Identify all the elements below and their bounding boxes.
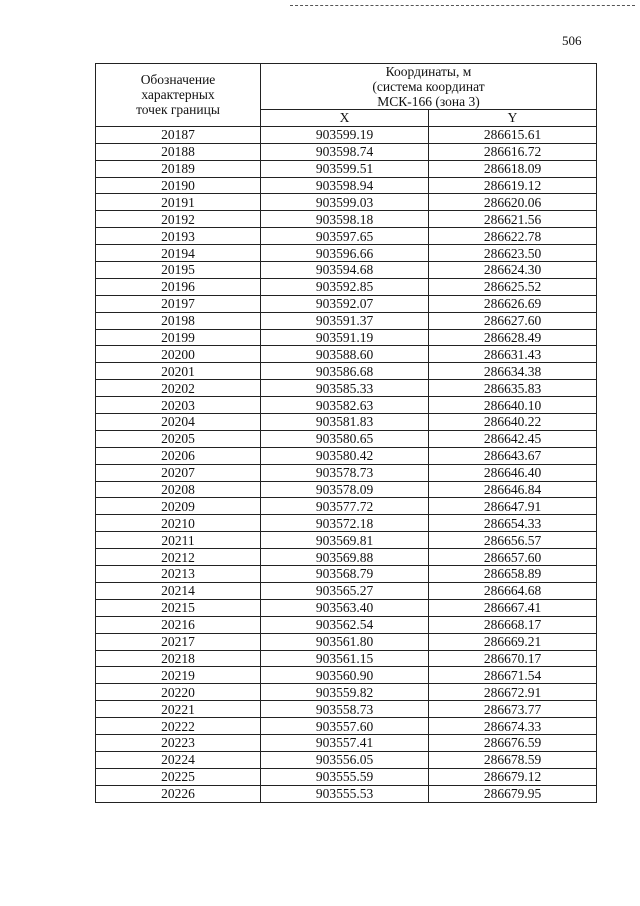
x-coordinate-cell: 903569.88 [261,549,429,566]
table-row [96,684,597,701]
table-row [96,481,597,498]
point-id-cell: 20187 [96,126,261,143]
x-coordinate-cell: 903599.51 [261,160,429,177]
point-id-cell: 20194 [96,245,261,262]
table-row [96,329,597,346]
y-coordinate-cell: 286628.49 [429,329,597,346]
x-coordinate-cell: 903599.03 [261,194,429,211]
table-row [96,718,597,735]
table-row [96,582,597,599]
table-row [96,126,597,143]
table-row [96,498,597,515]
header-coordinates [261,64,597,110]
header-coords-line-2: (система координат [372,79,485,94]
x-coordinate-cell: 903580.42 [261,447,429,464]
x-coordinate-cell: 903555.53 [261,785,429,802]
point-id-cell: 20200 [96,346,261,363]
y-coordinate-cell: 286631.43 [429,346,597,363]
table-row [96,667,597,684]
x-coordinate-cell: 903591.37 [261,312,429,329]
point-id-cell: 20198 [96,312,261,329]
x-coordinate-cell: 903569.81 [261,532,429,549]
x-coordinate-cell: 903580.65 [261,430,429,447]
table-row [96,650,597,667]
x-coordinate-cell: 903558.73 [261,701,429,718]
table-row [96,768,597,785]
table-row [96,532,597,549]
x-coordinate-cell: 903578.09 [261,481,429,498]
x-coordinate-cell: 903568.79 [261,566,429,583]
table-row [96,447,597,464]
y-coordinate-cell: 286646.40 [429,464,597,481]
table-row [96,380,597,397]
y-coordinate-cell: 286634.38 [429,363,597,380]
x-coordinate-cell: 903586.68 [261,363,429,380]
table-row [96,262,597,279]
x-coordinate-cell: 903563.40 [261,599,429,616]
x-coordinate-cell: 903559.82 [261,684,429,701]
point-id-cell: 20217 [96,633,261,650]
top-divider [290,5,635,6]
table-header-row [96,64,597,110]
x-coordinate-cell: 903592.07 [261,295,429,312]
point-id-cell: 20208 [96,481,261,498]
table-row [96,363,597,380]
y-coordinate-cell: 286624.30 [429,262,597,279]
x-coordinate-cell: 903557.60 [261,718,429,735]
y-coordinate-cell: 286667.41 [429,599,597,616]
point-id-cell: 20222 [96,718,261,735]
page-number: 506 [562,33,582,48]
table-row [96,211,597,228]
header-point-designation [96,64,261,127]
y-coordinate-cell: 286656.57 [429,532,597,549]
x-coordinate-cell: 903561.80 [261,633,429,650]
y-coordinate-cell: 286643.67 [429,447,597,464]
y-coordinate-cell: 286674.33 [429,718,597,735]
coordinates-table [95,63,597,803]
x-coordinate-cell: 903594.68 [261,262,429,279]
y-coordinate-cell: 286647.91 [429,498,597,515]
header-coords-line-1: Координаты, м [385,64,472,79]
y-coordinate-cell: 286669.21 [429,633,597,650]
x-coordinate-cell: 903578.73 [261,464,429,481]
table-row [96,245,597,262]
point-id-cell: 20221 [96,701,261,718]
y-coordinate-cell: 286626.69 [429,295,597,312]
y-coordinate-cell: 286619.12 [429,177,597,194]
table-row [96,785,597,802]
point-id-cell: 20216 [96,616,261,633]
table-row [96,751,597,768]
y-coordinate-cell: 286615.61 [429,126,597,143]
point-id-cell: 20213 [96,566,261,583]
table-row [96,278,597,295]
x-coordinate-cell: 903577.72 [261,498,429,515]
table-row [96,295,597,312]
y-coordinate-cell: 286679.12 [429,768,597,785]
point-id-cell: 20219 [96,667,261,684]
y-coordinate-cell: 286673.77 [429,701,597,718]
y-coordinate-cell: 286618.09 [429,160,597,177]
table-row [96,430,597,447]
table-row [96,734,597,751]
point-id-cell: 20224 [96,751,261,768]
point-id-cell: 20202 [96,380,261,397]
point-id-cell: 20192 [96,211,261,228]
point-id-cell: 20193 [96,228,261,245]
table-row [96,515,597,532]
table-row [96,549,597,566]
point-id-cell: 20226 [96,785,261,802]
y-coordinate-cell: 286657.60 [429,549,597,566]
x-coordinate-cell: 903596.66 [261,245,429,262]
x-coordinate-cell: 903598.18 [261,211,429,228]
y-coordinate-cell: 286671.54 [429,667,597,684]
point-id-cell: 20223 [96,734,261,751]
point-id-cell: 20225 [96,768,261,785]
point-id-cell: 20210 [96,515,261,532]
x-coordinate-cell: 903599.19 [261,126,429,143]
y-coordinate-cell: 286616.72 [429,143,597,160]
point-id-cell: 20211 [96,532,261,549]
point-id-cell: 20197 [96,295,261,312]
table-row [96,701,597,718]
x-coordinate-cell: 903557.41 [261,734,429,751]
x-coordinate-cell: 903592.85 [261,278,429,295]
table-row [96,616,597,633]
y-coordinate-cell: 286670.17 [429,650,597,667]
table-body [96,126,597,802]
y-coordinate-cell: 286646.84 [429,481,597,498]
point-id-cell: 20204 [96,414,261,431]
table-row [96,346,597,363]
y-coordinate-cell: 286627.60 [429,312,597,329]
table-row [96,566,597,583]
table-row [96,312,597,329]
x-coordinate-cell: 903588.60 [261,346,429,363]
x-coordinate-cell: 903572.18 [261,515,429,532]
x-coordinate-cell: 903560.90 [261,667,429,684]
y-coordinate-cell: 286620.06 [429,194,597,211]
y-coordinate-cell: 286625.52 [429,278,597,295]
x-coordinate-cell: 903561.15 [261,650,429,667]
x-coordinate-cell: 903582.63 [261,397,429,414]
y-coordinate-cell: 286668.17 [429,616,597,633]
x-coordinate-cell: 903598.74 [261,143,429,160]
x-coordinate-cell: 903581.83 [261,414,429,431]
header-point-line-2: характерных [141,87,215,103]
header-y: Y [429,110,597,127]
y-coordinate-cell: 286676.59 [429,734,597,751]
y-coordinate-cell: 286642.45 [429,430,597,447]
y-coordinate-cell: 286664.68 [429,582,597,599]
point-id-cell: 20209 [96,498,261,515]
x-coordinate-cell: 903597.65 [261,228,429,245]
point-id-cell: 20207 [96,464,261,481]
table-row [96,414,597,431]
y-coordinate-cell: 286635.83 [429,380,597,397]
point-id-cell: 20188 [96,143,261,160]
header-x: X [261,110,429,127]
point-id-cell: 20195 [96,262,261,279]
point-id-cell: 20206 [96,447,261,464]
point-id-cell: 20212 [96,549,261,566]
table-row [96,599,597,616]
point-id-cell: 20190 [96,177,261,194]
point-id-cell: 20189 [96,160,261,177]
point-id-cell: 20205 [96,430,261,447]
table-row [96,397,597,414]
header-coords-line-3: МСК-166 (зона 3) [377,94,480,109]
x-coordinate-cell: 903585.33 [261,380,429,397]
table-row [96,633,597,650]
x-coordinate-cell: 903556.05 [261,751,429,768]
point-id-cell: 20215 [96,599,261,616]
table-row [96,160,597,177]
header-point-line-1: Обозначение [140,72,216,88]
point-id-cell: 20196 [96,278,261,295]
y-coordinate-cell: 286678.59 [429,751,597,768]
point-id-cell: 20199 [96,329,261,346]
y-coordinate-cell: 286623.50 [429,245,597,262]
y-coordinate-cell: 286672.91 [429,684,597,701]
table-row [96,228,597,245]
x-coordinate-cell: 903565.27 [261,582,429,599]
x-coordinate-cell: 903555.59 [261,768,429,785]
point-id-cell: 20203 [96,397,261,414]
y-coordinate-cell: 286658.89 [429,566,597,583]
point-id-cell: 20220 [96,684,261,701]
table-row [96,177,597,194]
table-row [96,464,597,481]
point-id-cell: 20191 [96,194,261,211]
y-coordinate-cell: 286679.95 [429,785,597,802]
header-point-line-3: точек границы [136,102,220,118]
x-coordinate-cell: 903562.54 [261,616,429,633]
y-coordinate-cell: 286640.22 [429,414,597,431]
y-coordinate-cell: 286621.56 [429,211,597,228]
table-row [96,143,597,160]
y-coordinate-cell: 286654.33 [429,515,597,532]
y-coordinate-cell: 286640.10 [429,397,597,414]
point-id-cell: 20218 [96,650,261,667]
x-coordinate-cell: 903598.94 [261,177,429,194]
y-coordinate-cell: 286622.78 [429,228,597,245]
point-id-cell: 20214 [96,582,261,599]
table-row [96,194,597,211]
x-coordinate-cell: 903591.19 [261,329,429,346]
point-id-cell: 20201 [96,363,261,380]
